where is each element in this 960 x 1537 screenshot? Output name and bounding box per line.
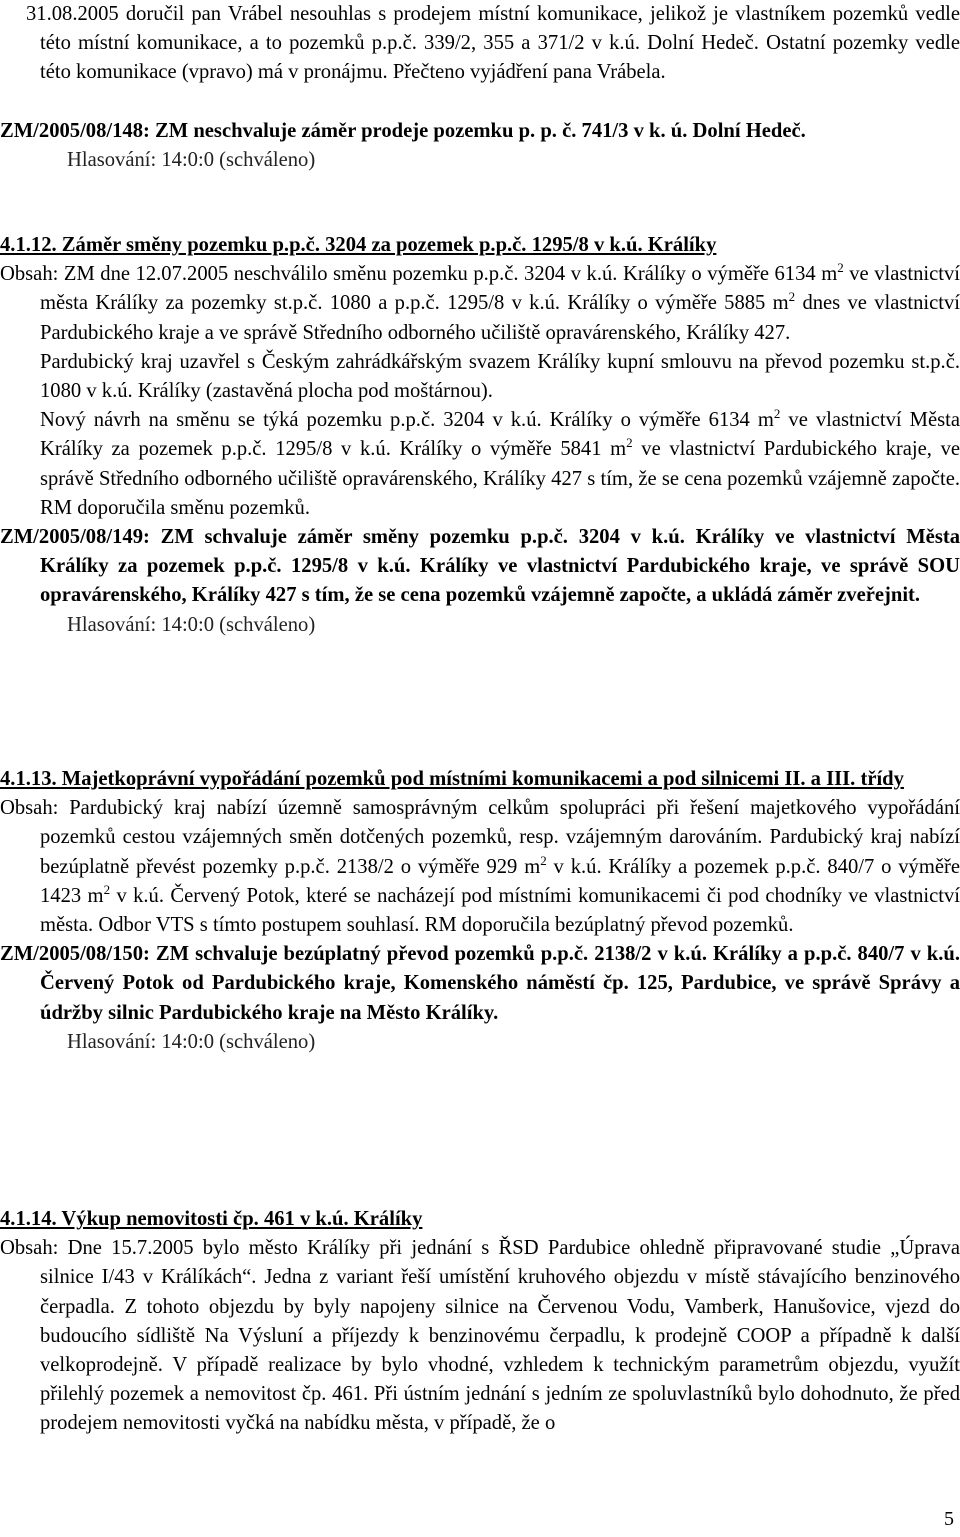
- section-4-1-12-paragraph-2: Pardubický kraj uzavřel s Českým zahrádkářským svazem Králíky kupní smlouvu na převod pozemku st.p.č. 1080 v k.ú. Králíky (zastavěná plocha pod moštárnou).: [40, 350, 960, 403]
- section-heading-4-1-13: 4.1.13. Majetkoprávní vypořádání pozemků pod místními komunikacemi a pod silnicemi II. a III. třídy: [0, 768, 904, 790]
- section-4-1-14-content: Obsah: Dne 15.7.2005 bylo město Králíky při jednání s ŘSD Pardubice ohledně připravované studie „Úprava silnice I/43 v Králíkách“. Jedna z variant řeší umístění kruhového objezdu v místě stávajícího benzinového čerpadla. Z tohoto objezdu by byly napojeny silnice na Červenou Vodu, Vamberk, Hanušovice, vjezd do budoucího sídliště Na Výsluní a příjezdy k benzinovému čerpadlu, k prodejně COOP a případně k další velkoprodejně. V případě realizace by bylo vhodné, vzhledem k technickým parametrům objezdu, využít přilehlý pozemek a nemovitost čp. 461. Při ústním jednání s jedním ze spoluvlastníků bylo dohodnuto, že před prodejem nemovitosti vyčká na nabídku města, v případě, že o: [0, 1237, 960, 1435]
- section-4-1-12-content: Obsah: ZM dne 12.07.2005 neschválilo směnu pozemku p.p.č. 3204 v k.ú. Králíky o výměře 6134 $m^2$ ve vlastnictví města Králíky za pozemky st.p.č. 1080 a p.p.č. 1295/8 v k.ú. Králíky o výměře 5885 $m^2$ dnes ve vlastnictví Pardubického kraje a ve správě Středního odborného učiliště opravárenského, Králíky 427.: [0, 260, 960, 344]
- vote-149: Hlasování: 14:0:0 (schváleno): [67, 613, 316, 636]
- section-heading-4-1-12: 4.1.12. Záměr směny pozemku p.p.č. 3204 za pozemek p.p.č. 1295/8 v k.ú. Králíky: [0, 234, 717, 256]
- section-4-1-13-content: Obsah: Pardubický kraj nabízí územně samosprávným celkům spolupráci při řešení majetkového vypořádání pozemků cestou vzájemných směn dotčených pozemků, resp. vzájemným darováním. Pardubický kraj nabízí bezúplatně převést pozemky p.p.č. 2138/2 o výměře 929 $m^2$ v k.ú. Králíky a pozemek p.p.č. 840/7 o výměře 1423 $m^2$ v k.ú. Červený Potok, které se nacházejí pod místními komunikacemi či pod chodníky ve vlastnictví města. Odbor VTS s tímto postupem souhlasí. RM doporučila bezúplatný převod pozemků.: [0, 797, 960, 937]
- section-4-1-14: [0, 1205, 960, 1439]
- section-4-1-12: [0, 231, 960, 640]
- intro-block: [0, 0, 960, 88]
- resolution-150: ZM/2005/08/150: ZM schvaluje bezúplatný převod pozemků p.p.č. 2138/2 v k.ú. Králíky a p.p.č. 840/7 v k.ú. Červený Potok od Pardubického kraje, Komenského náměstí čp. 125, Pardubice, ve správě Správy a údržby silnic Pardubického kraje na Město Králíky.: [0, 943, 960, 1024]
- vote-150: Hlasování: 14:0:0 (schváleno): [67, 1030, 316, 1053]
- section-4-1-13: [0, 765, 960, 1057]
- section-heading-4-1-14: 4.1.14. Výkup nemovitosti čp. 461 v k.ú. Králíky: [0, 1208, 423, 1230]
- intro-paragraph: 31.08.2005 doručil pan Vrábel nesouhlas s prodejem místní komunikace, jelikož je vlastníkem pozemků vedle této místní komunikace, a to pozemků p.p.č. 339/2, 355 a 371/2 v k.ú. Dolní Hedeč. Ostatní pozemky vedle této komunikace (vpravo) má v pronájmu. Přečteno vyjádření pana Vrábela.: [26, 3, 960, 84]
- resolution-149: ZM/2005/08/149: ZM schvaluje záměr směny pozemku p.p.č. 3204 v k.ú. Králíky ve vlastnictví Města Králíky za pozemek p.p.č. 1295/8 v k.ú. Králíky ve vlastnictví Pardubického kraje, ve správě SOU opravárenského, Králíky 427 s tím, že se cena pozemků vzájemně započte, a ukládá záměr zveřejnit.: [0, 526, 960, 607]
- resolution-148-block: [0, 117, 960, 175]
- vote-148: Hlasování: 14:0:0 (schváleno): [67, 149, 316, 172]
- resolution-148: ZM/2005/08/148: ZM neschvaluje záměr prodeje pozemku p. p. č. 741/3 v k. ú. Dolní Hedeč.: [0, 120, 806, 142]
- section-4-1-12-paragraph-3: Nový návrh na směnu se týká pozemku p.p.č. 3204 v k.ú. Králíky o výměře 6134 $m^2$ ve vlastnictví Města Králíky za pozemek p.p.č. 1295/8 v k.ú. Králíky o výměře 5841 $m^2$ ve vlastnictví Pardubického kraje, ve správě Středního odborného učiliště opravárenského, Králíky 427 s tím, že se cena pozemků vzájemně započte. RM doporučila směnu pozemků.: [40, 406, 960, 519]
- page-number: 5: [944, 1508, 954, 1530]
